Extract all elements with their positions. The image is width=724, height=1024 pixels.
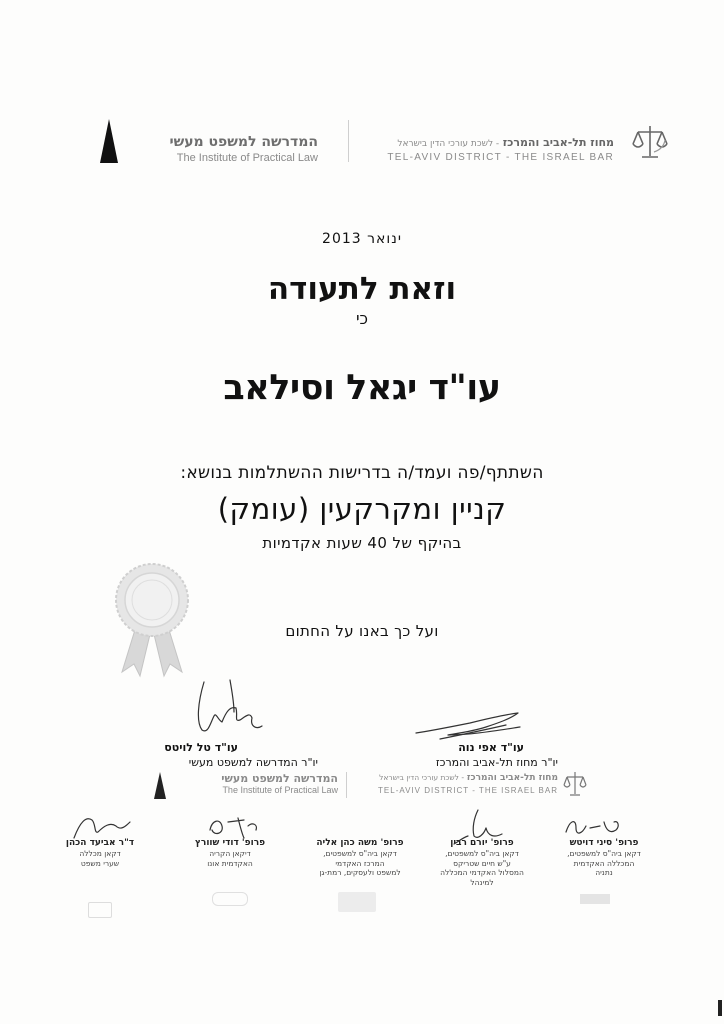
- dean-name-4: פרופ' יורם רבין: [450, 838, 514, 848]
- header-institute-en: The Institute of Practical Law: [176, 152, 318, 164]
- footer-scales-logo-icon: [562, 770, 588, 798]
- dean-name-1: ד"ר אביעד הכהן: [65, 838, 135, 848]
- institute-logo-icon: [100, 119, 118, 163]
- participation-text: השתתף/פה ועמד/ה בדרישות ההשתלמות בנושא:: [180, 463, 544, 483]
- recipient-name: עו"ד יגאל וסילאב: [223, 368, 501, 408]
- dean-title-5c: נתניה: [595, 868, 613, 877]
- dean-col-5: [544, 838, 664, 878]
- college-logo-5-icon: [580, 894, 610, 904]
- college-logo-2-icon: [212, 892, 248, 906]
- header-institute-he: המדרשה למשפט מעשי: [169, 134, 318, 150]
- signatory-left-role: יו"ר המדרשה למשפט מעשי: [188, 756, 318, 769]
- header-divider: [348, 120, 349, 162]
- dean-col-1: [40, 838, 160, 868]
- footer-logo-strip: [140, 768, 590, 802]
- dean-col-3: [298, 838, 422, 878]
- footer-district-en: TEL-AVIV DISTRICT - THE ISRAEL BAR: [378, 786, 558, 795]
- dean-title-5a: דקאן ביה"ס למשפטים,: [567, 849, 641, 858]
- header-district-en: TEL-AVIV DISTRICT - THE ISRAEL BAR: [387, 152, 614, 163]
- closing-line: ועל כך באנו על החתום: [285, 622, 439, 640]
- dean-name-3: פרופ' משה כהן אליה: [316, 838, 404, 848]
- dean-title-1b: שערי משפט: [80, 858, 120, 868]
- edge-mark: [718, 1000, 722, 1016]
- footer-institute-en: The Institute of Practical Law: [222, 785, 338, 795]
- signatory-left-name: עו"ד טל לויטס: [164, 741, 238, 754]
- college-logo-1-icon: [88, 902, 112, 918]
- dean-title-4b: ע"ש חיים שטריקס: [453, 858, 511, 868]
- footer-divider: [346, 772, 347, 798]
- rosette-seal-icon: [110, 560, 194, 678]
- footer-institute-logo-icon: [154, 772, 166, 799]
- dean-title-1a: דקאן מכללה: [79, 849, 121, 858]
- dean-title-5b: המכללה האקדמית: [573, 858, 635, 868]
- dean-name-5: פרופ' סיני דויטש: [569, 838, 639, 848]
- certificate-that: כי: [355, 309, 369, 328]
- course-scope: בהיקף של 40 שעות אקדמיות: [262, 534, 462, 552]
- header-logo-strip: [48, 112, 676, 168]
- certificate-title: וזאת לתעודה: [267, 271, 457, 307]
- footer-district-he: מחוז תל-אביב והמרכז - לשכת עורכי הדין בישראל: [379, 773, 558, 783]
- scales-logo-icon: [630, 122, 670, 162]
- course-subject: קניין ומקרקעין (עומק): [217, 492, 507, 526]
- dean-name-2: פרופ' דודי שוורץ: [194, 838, 266, 848]
- signatory-right-name: עו"ד אפי נוה: [458, 741, 524, 754]
- signatory-right-role: יו"ר מחוז תל-אביב והמרכז: [435, 756, 558, 769]
- dean-title-3b: המרכז האקדמי: [335, 858, 385, 868]
- certificate-date: ינואר 2013: [322, 231, 402, 247]
- signature-right: [410, 705, 530, 745]
- dean-title-3c: למשפט ולעסקים, רמת-גן: [319, 868, 401, 877]
- dean-title-4a: דקאן ביה"ס למשפטים,: [445, 849, 519, 858]
- dean-title-4c: המסלול האקדמי המכללה למינהל: [440, 868, 524, 887]
- dean-col-4: [426, 838, 538, 887]
- dean-title-2a: דיקאן הקריה: [209, 849, 251, 858]
- footer-institute-he: המדרשה למשפט מעשי: [221, 772, 338, 785]
- header-district-he: מחוז תל-אביב והמרכז - לשכת עורכי הדין בישראל: [397, 136, 614, 149]
- dean-title-2b: האקדמית אונו: [207, 858, 253, 868]
- signature-left: [190, 672, 270, 742]
- dean-title-3a: דקאן ביה"ס למשפטים,: [323, 849, 397, 858]
- college-logo-3-icon: [338, 892, 376, 912]
- dean-col-2: [170, 838, 290, 868]
